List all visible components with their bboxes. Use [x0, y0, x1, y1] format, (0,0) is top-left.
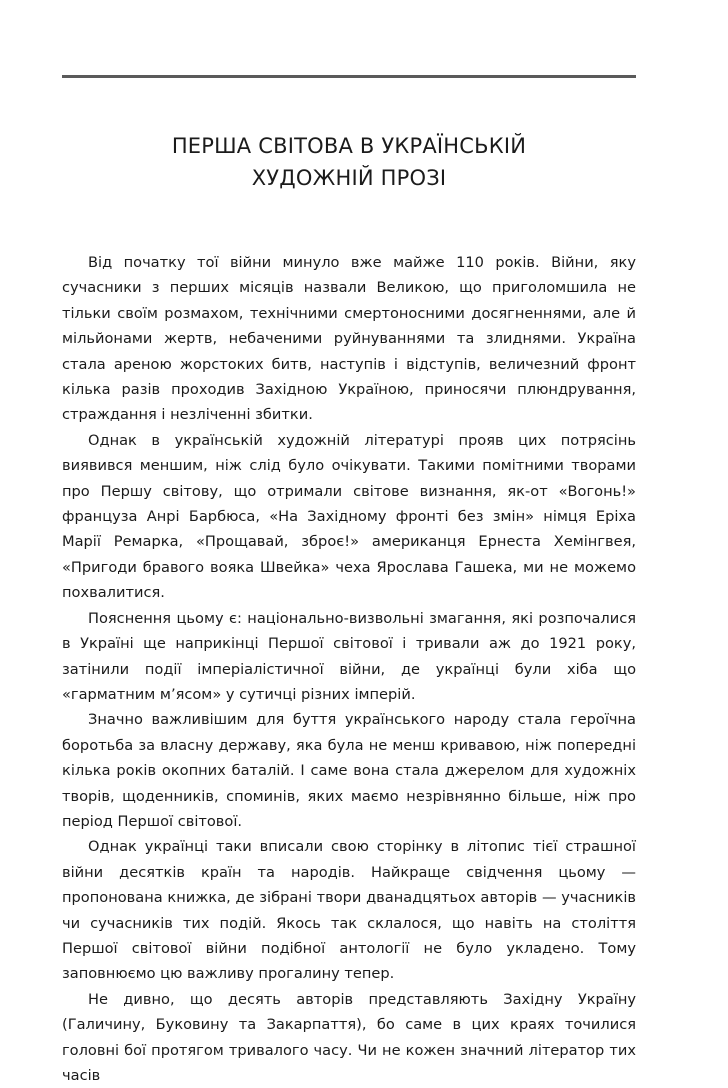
paragraph-1: Від початку тої війни минуло вже майже 110 років. Війни, яку сучасники з перших місяців назвали Великою, що приголомшила не тільки своїм розмахом, технічними смертоносними досягненнями, але й мільйонами жертв, небаченими руйнуваннями та злиднями. Україна стала ареною жорстоких битв, наступів і відступів, величезний фронт кілька разів проходив Західною Україною, приносячи плюндрування, страждання і незліченні збитки. — [62, 254, 636, 424]
chapter-title — [62, 130, 636, 194]
header-divider — [62, 75, 636, 78]
paragraph-6: Не дивно, що десять авторів представляють Західну Україну (Галичину, Буковину та Закарпаття), бо саме в цих краях точилися головні бої протягом тривалого часу. Чи не кожен значний літератор тих часів — [62, 990, 636, 1084]
paragraph-3: Пояснення цьому є: національно-визвольні змагання, які розпочалися в Україні ще наприкінці Першої світової і тривали аж до 1921 року, затінили події імперіалістичної війни, де українці були хіба що «гарматним м’ясом» у сутичці різних імперій. — [62, 609, 636, 703]
chapter-title-line-1: ПЕРША СВІТОВА В УКРАЇНСЬКІЙ — [171, 134, 527, 158]
body-text — [62, 250, 636, 1088]
paragraph-2: Однак в українській художній літературі прояв цих потрясінь виявився меншим, ніж слід було очікувати. Такими помітними творами про Першу світову, що отримали світове визнання, як-от «Вогонь!» француза Анрі Барбюса, «На Західному фронті без змін» німця Еріха Марії Ремарка, «Прощавай, зброє!» американця Ернеста Хемінгвея, «Пригоди бравого вояка Швейка» чеха Ярослава Гашека, ми не можемо похвалитися. — [62, 431, 636, 602]
paragraph-4: Значно важливішим для буття українського народу стала героїчна боротьба за власну державу, яка була не менш кривавою, ніж попередні кілька років окопних баталій. І саме вона стала джерелом для художніх творів, щоденників, споминів, яких маємо незрівнянно більше, ніж про період Першої світової. — [62, 711, 636, 830]
paragraph-5: Однак українці таки вписали свою сторінку в літопис тієї страшної війни десятків країн та народів. Найкраще свідчення цьому — пропонована книжка, де зібрані твори дванадцятьох авторів — учасників чи сучасників тих подій. Якось так склалося, що навіть на століття Першої світової війни подібної антології не було укладено. Тому заповнюємо цю важливу прогалину тепер. — [62, 838, 636, 983]
chapter-title-line-2: ХУДОЖНІЙ ПРОЗІ — [251, 166, 447, 190]
